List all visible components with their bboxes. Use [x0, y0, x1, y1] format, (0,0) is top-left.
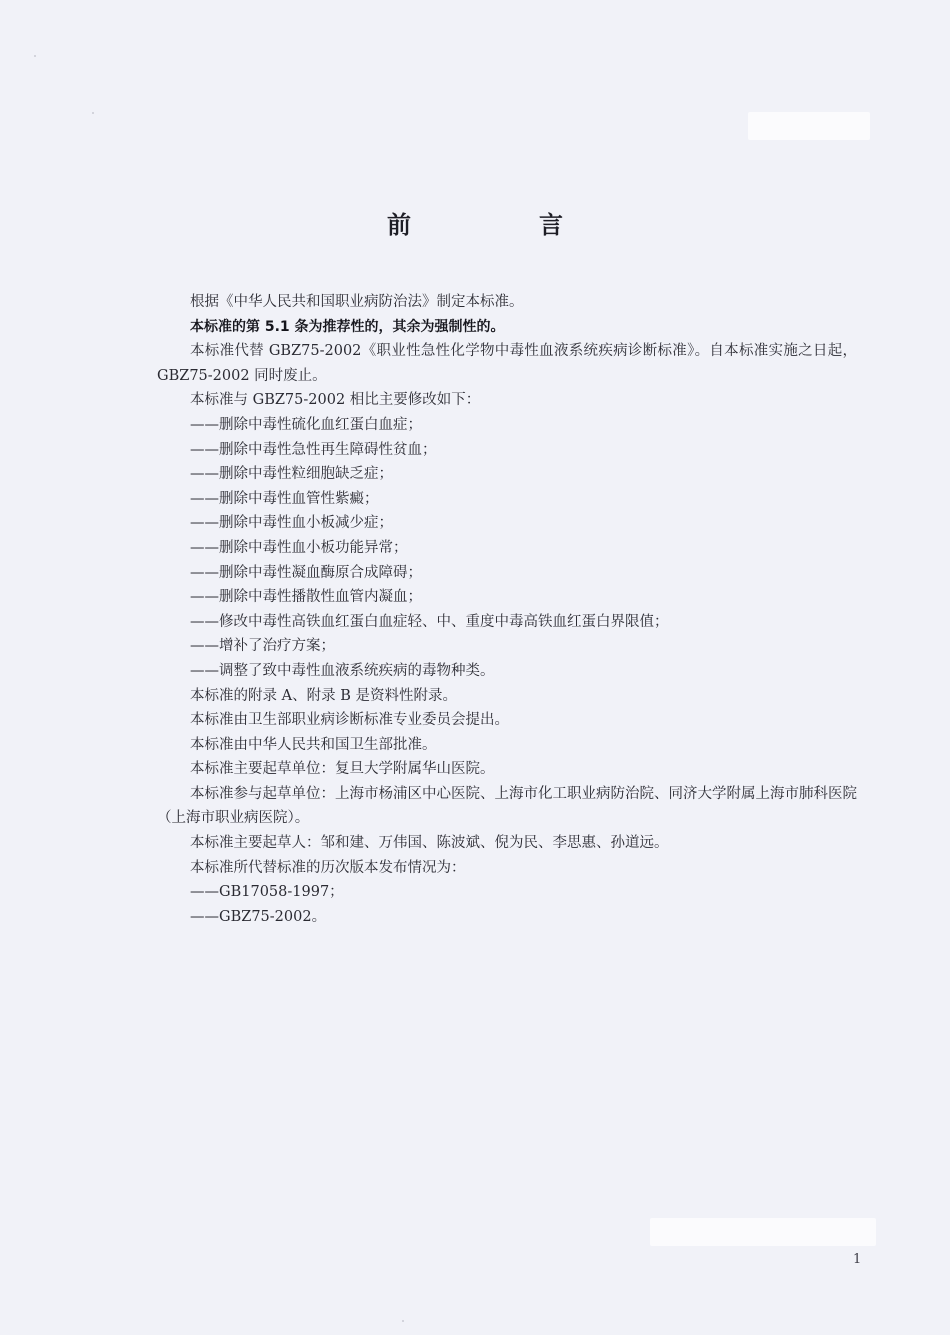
blank-label-patch [748, 112, 870, 140]
paragraph: 本标准由卫生部职业病诊断标准专业委员会提出。 [190, 712, 509, 729]
paragraph: 本标准代替 GBZ75-2002《职业性急性化学物中毒性血液系统疾病诊断标准》。自本标准实施之日起，GBZ75-2002 同时废止。 [157, 343, 857, 384]
list-item: ——删除中毒性血小板减少症； [190, 515, 393, 532]
paragraph: 本标准与 GBZ75-2002 相比主要修改如下： [190, 392, 481, 409]
paragraph: 本标准主要起草单位：复旦大学附属华山医院。 [190, 761, 495, 778]
list-item: ——删除中毒性硫化血红蛋白血症； [190, 416, 422, 433]
scan-speck [402, 1320, 404, 1322]
paragraph: 本标准的附录 A、附录 B 是资料性附录。 [190, 687, 457, 704]
blank-label-patch [650, 1218, 876, 1246]
list-item: ——GB17058-1997； [190, 884, 344, 901]
paragraph: 本标准参与起草单位：上海市杨浦区中心医院、上海市化工职业病防治院、同济大学附属上海市肺科医院（上海市职业病医院）。 [157, 785, 857, 827]
page-number: 1 [853, 1252, 862, 1267]
page-title: 前 言 [387, 211, 615, 239]
scan-speck [34, 55, 36, 57]
paragraph-bold-notice: 本标准的第 5.1 条为推荐性的，其余为强制性的。 [190, 318, 505, 335]
list-item: ——删除中毒性凝血酶原合成障碍； [190, 564, 422, 581]
scan-speck [92, 112, 94, 114]
list-item: ——删除中毒性粒细胞缺乏症； [190, 466, 393, 483]
paragraph: 本标准主要起草人：邹和建、万伟国、陈波斌、倪为民、李思惠、孙道远。 [190, 835, 669, 852]
list-item: ——修改中毒性高铁血红蛋白血症轻、中、重度中毒高铁血红蛋白界限值； [190, 613, 669, 630]
list-item: ——增补了治疗方案； [190, 638, 335, 655]
list-item: ——GBZ75-2002。 [190, 908, 327, 925]
list-item: ——调整了致中毒性血液系统疾病的毒物种类。 [190, 662, 495, 679]
paragraph: 根据《中华人民共和国职业病防治法》制定本标准。 [190, 294, 524, 310]
paragraph: 本标准由中华人民共和国卫生部批准。 [190, 736, 437, 753]
list-item: ——删除中毒性急性再生障碍性贫血； [190, 441, 437, 458]
list-item: ——删除中毒性血小板功能异常； [190, 539, 408, 556]
list-item: ——删除中毒性血管性紫癜； [190, 490, 379, 507]
foreword-body [157, 290, 857, 929]
list-item: ——删除中毒性播散性血管内凝血； [190, 589, 422, 606]
paragraph: 本标准所代替标准的历次版本发布情况为： [190, 859, 466, 876]
